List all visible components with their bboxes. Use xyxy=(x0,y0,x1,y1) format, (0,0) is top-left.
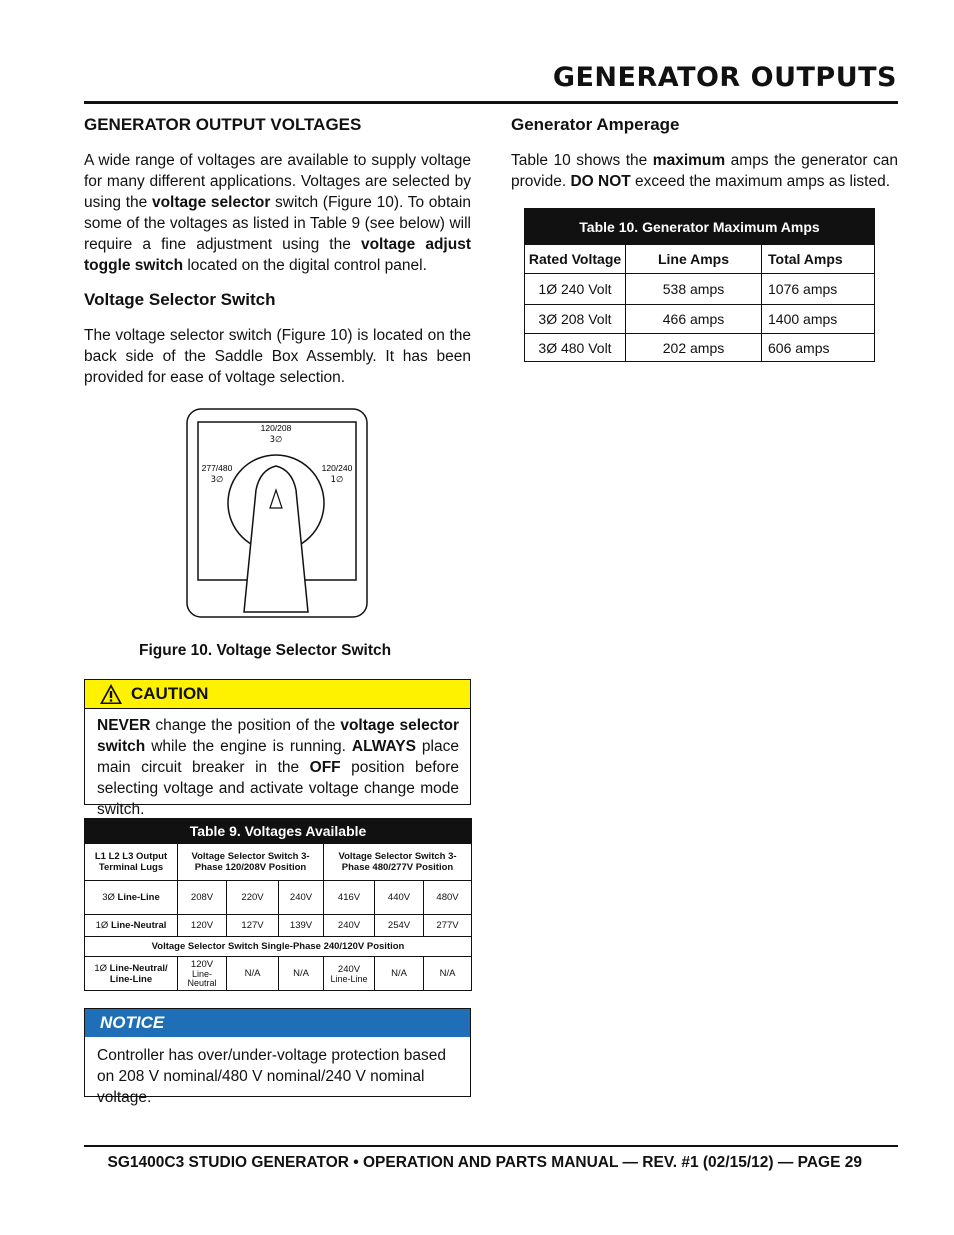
notice-header xyxy=(85,1009,470,1037)
table-row xyxy=(85,957,472,991)
table-row xyxy=(525,305,875,334)
table-generator-max-amps xyxy=(524,208,875,362)
switch-label-120-208: 120/208 xyxy=(260,423,292,433)
table-cell: 538 amps xyxy=(626,274,762,305)
table-cell: 240V xyxy=(279,881,324,915)
subheading-voltage-selector: Voltage Selector Switch xyxy=(84,290,276,309)
table-cell: 254V xyxy=(375,915,424,937)
table9-col1-header: L1 L2 L3 Output Terminal Lugs xyxy=(85,844,178,881)
table-cell: 3Ø 480 Volt xyxy=(525,334,626,362)
page-footer: SG1400C3 STUDIO GENERATOR • OPERATION AND PARTS MANUAL — REV. #1 (02/15/12) — PAGE 29 xyxy=(107,1154,862,1171)
table-cell: N/A xyxy=(279,957,324,991)
section-heading-output-voltages: GENERATOR OUTPUT VOLTAGES xyxy=(84,115,362,134)
table-row xyxy=(525,274,875,305)
generator-amperage-paragraph: Table 10 shows the maximum amps the generator can provide. DO NOT exceed the maximum amps as listed. xyxy=(511,152,898,190)
notice-text: Controller has over/under-voltage protection based on 208 V nominal/480 V nominal/240 V nominal voltage. xyxy=(97,1047,446,1106)
table-cell: N/A xyxy=(424,957,472,991)
voltage-selector-switch-figure xyxy=(186,408,370,620)
switch-label-277-480: 277/480 xyxy=(201,463,233,473)
notice-label: NOTICE xyxy=(100,1013,165,1032)
switch-label-120-240: 120/240 xyxy=(321,463,353,473)
table10-header-line-amps: Line Amps xyxy=(626,245,762,274)
table-cell: 1400 amps xyxy=(762,305,875,334)
table-cell: 139V xyxy=(279,915,324,937)
notice-box xyxy=(84,1008,471,1106)
voltage-selector-paragraph: The voltage selector switch (Figure 10) is located on the back side of the Saddle Box Assembly. It has been provided for ease of voltage selection. xyxy=(84,327,471,386)
table9-col3-header: Voltage Selector Switch 3-Phase 480/277V Position xyxy=(324,844,472,881)
output-voltages-paragraph: A wide range of voltages are available to supply voltage for many different applications. Voltages are selected by using the voltage selector switch (Figure 10). To obtain some of the voltages as listed in Table 9 (see below) will require a fine adjustment using the voltage adjust toggle switch located on the digital control panel. xyxy=(84,152,471,274)
table-cell: 1076 amps xyxy=(762,274,875,305)
caution-text: NEVER change the position of the voltage selector switch while the engine is running. ALWAYS place main circuit breaker in the OFF position before selecting voltage and activate voltage change mode switch. xyxy=(97,717,459,818)
table-cell: 202 amps xyxy=(626,334,762,362)
caution-box xyxy=(84,679,471,818)
table9-row3-label: 1Ø Line-Neutral/ Line-Line xyxy=(85,957,178,991)
table-cell: 120V Line-Neutral xyxy=(178,957,227,991)
table-cell: 3Ø 208 Volt xyxy=(525,305,626,334)
table-cell: 416V xyxy=(324,881,375,915)
table-row xyxy=(85,915,472,937)
table-cell: 120V xyxy=(178,915,227,937)
table-voltages-available xyxy=(84,818,472,991)
table10-title: Table 10. Generator Maximum Amps xyxy=(525,209,875,245)
figure-caption: Figure 10. Voltage Selector Switch xyxy=(139,642,392,659)
table-cell: 240V Line-Line xyxy=(324,957,375,991)
warning-icon xyxy=(99,683,123,705)
table10-header-total-amps: Total Amps xyxy=(762,245,875,274)
table-cell: N/A xyxy=(227,957,279,991)
switch-label-120-240-phase: 1∅ xyxy=(330,475,344,485)
table-row xyxy=(525,334,875,362)
switch-label-277-480-phase: 3∅ xyxy=(210,475,224,485)
table9-col2-header: Voltage Selector Switch 3-Phase 120/208V Position xyxy=(178,844,324,881)
table-cell: 127V xyxy=(227,915,279,937)
table-cell: 240V xyxy=(324,915,375,937)
caution-header xyxy=(85,680,470,709)
switch-label-120-208-phase: 3∅ xyxy=(269,435,283,445)
table-cell: 480V xyxy=(424,881,472,915)
header-rule xyxy=(84,101,898,104)
page-title: GENERATOR OUTPUTS xyxy=(552,62,897,93)
table-cell: 220V xyxy=(227,881,279,915)
table-cell: N/A xyxy=(375,957,424,991)
section-heading-generator-amperage: Generator Amperage xyxy=(511,115,680,134)
table9-title: Table 9. Voltages Available xyxy=(85,819,472,844)
table-cell: 1Ø 240 Volt xyxy=(525,274,626,305)
table-row xyxy=(85,881,472,915)
table9-row1-label: 3Ø Line-Line xyxy=(85,881,178,915)
table-cell: 466 amps xyxy=(626,305,762,334)
table-cell: 277V xyxy=(424,915,472,937)
table10-header-rated-voltage: Rated Voltage xyxy=(525,245,626,274)
table-cell: 208V xyxy=(178,881,227,915)
table9-single-phase-row: Voltage Selector Switch Single-Phase 240/120V Position xyxy=(85,937,472,957)
table-cell: 606 amps xyxy=(762,334,875,362)
table-cell: 440V xyxy=(375,881,424,915)
footer-rule xyxy=(84,1145,898,1147)
table9-row2-label: 1Ø Line-Neutral xyxy=(85,915,178,937)
caution-label: CAUTION xyxy=(131,684,209,703)
